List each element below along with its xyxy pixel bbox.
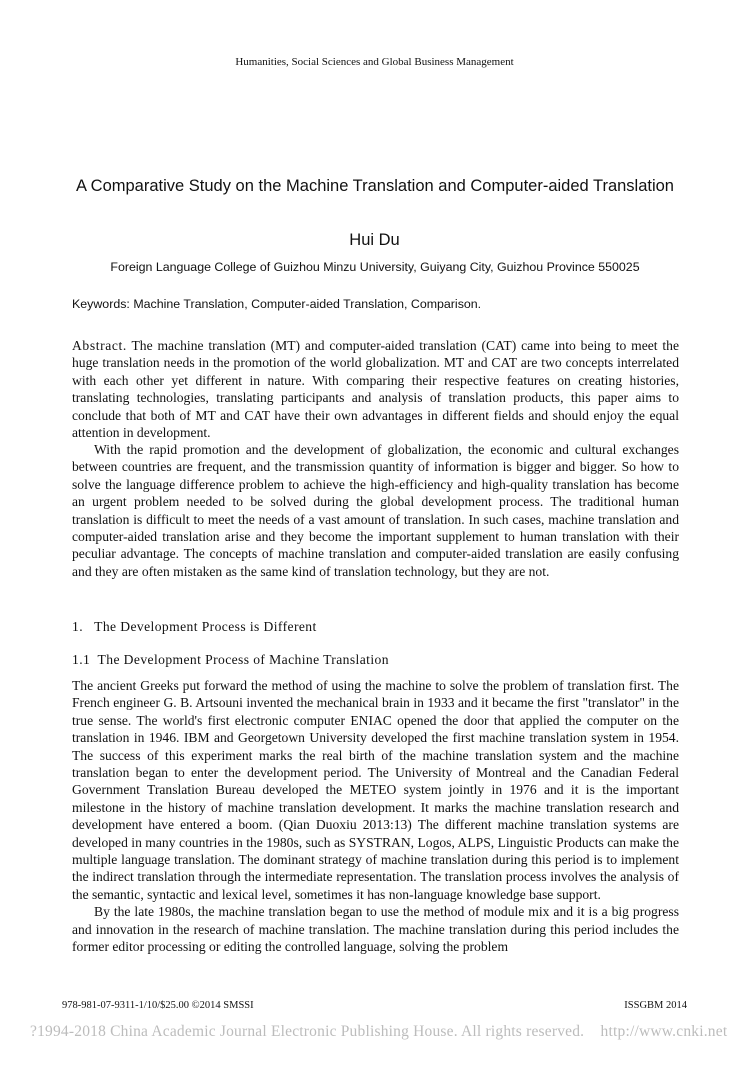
- abstract: [72, 337, 679, 441]
- paper-title: A Comparative Study on the Machine Translation and Computer-aided Translation: [75, 177, 674, 195]
- intro-paragraph: With the rapid promotion and the development of globalization, the economic and cultural exchanges between countries are frequent, and the transmission quantity of information is bigger and bigger. So how to solve the language difference problem to achieve the high-efficiency and high-quality translation has become an urgent problem needed to be solved during the global development process. The traditional human translation is difficult to meet the needs of a vast amount of translation. In such cases, machine translation and computer-aided translation arise and they become the important supplement to human translation with their peculiar advantage. The concepts of machine translation and computer-aided translation are easily confusing and they are often mistaken as the same kind of translation technology, but they are not.: [72, 442, 679, 579]
- abstract-label: Abstract.: [72, 338, 127, 353]
- abstract-text: The machine translation (MT) and computer-aided translation (CAT) came into being to meet the huge translation needs in the promotion of the world globalization. MT and CAT are two concepts interrelated with each other yet different in nature. With comparing their respective features on creating histories, translating technologies, translating participants and analysis of translation products, this paper aims to conclude that both of MT and CAT have their own advantages in different fields and should enjoy the equal attention in development.: [72, 338, 680, 441]
- keywords: [72, 297, 692, 311]
- footer-conference: ISSGBM 2014: [624, 1000, 687, 1011]
- running-head: Humanities, Social Sciences and Global Business Management: [235, 56, 514, 68]
- paper-author: Hui Du: [349, 231, 400, 249]
- body-paragraph: The ancient Greeks put forward the method of using the machine to solve the problem of translation first. The French engineer G. B. Artsouni invented the mechanical brain in 1933 and it became the first "translator" in the true sense. The world's first electronic computer ENIAC opened the door that applied the computer on the translation in 1946. IBM and Georgetown University developed the first machine translation system in 1954. The success of this experiment marks the real birth of the machine translation system and the machine translation began to enter the development period. The University of Montreal and the Canadian Federal Government Translation Bureau developed the METEO system jointly in 1976 and it is the important milestone in the history of machine translation development. It marks the machine translation research and development have entered a boom. (Qian Duoxiu 2013:13) The different machine translation systems are developed in many countries in the 1980s, such as SYSTRAN, Logos, ALPS, Linguistic Products can make the multiple language translation. The dominant strategy of machine translation during this period is to implement the indirect translation through the intermediate representation. The translation process involves the analysis of the semantic, syntactic and lexical level, sometimes it has non-language knowledge base support.: [72, 678, 679, 902]
- footer-isbn: 978-981-07-9311-1/10/$25.00 ©2014 SMSSI: [62, 1000, 254, 1011]
- section-heading: 1. The Development Process is Different: [72, 619, 317, 634]
- author-affiliation: Foreign Language College of Guizhou Minzu University, Guiyang City, Guizhou Province 550025: [110, 260, 640, 274]
- copyright-watermark: ?1994-2018 China Academic Journal Electronic Publishing House. All rights reserved. http://www.cnki.net: [30, 1023, 728, 1040]
- introduction: [72, 441, 679, 580]
- body-paragraph: By the late 1980s, the machine translation began to use the method of module mix and it is a big progress and innovation in the research of machine translation. The machine translation during this period includes the former editor processing or editing the controlled language, solving the problem: [72, 904, 679, 955]
- keywords-label: Keywords:: [72, 297, 130, 311]
- section-body: [72, 677, 679, 956]
- keywords-list: Machine Translation, Computer-aided Translation, Comparison.: [133, 297, 482, 311]
- subsection-heading: 1.1 The Development Process of Machine Translation: [72, 652, 389, 667]
